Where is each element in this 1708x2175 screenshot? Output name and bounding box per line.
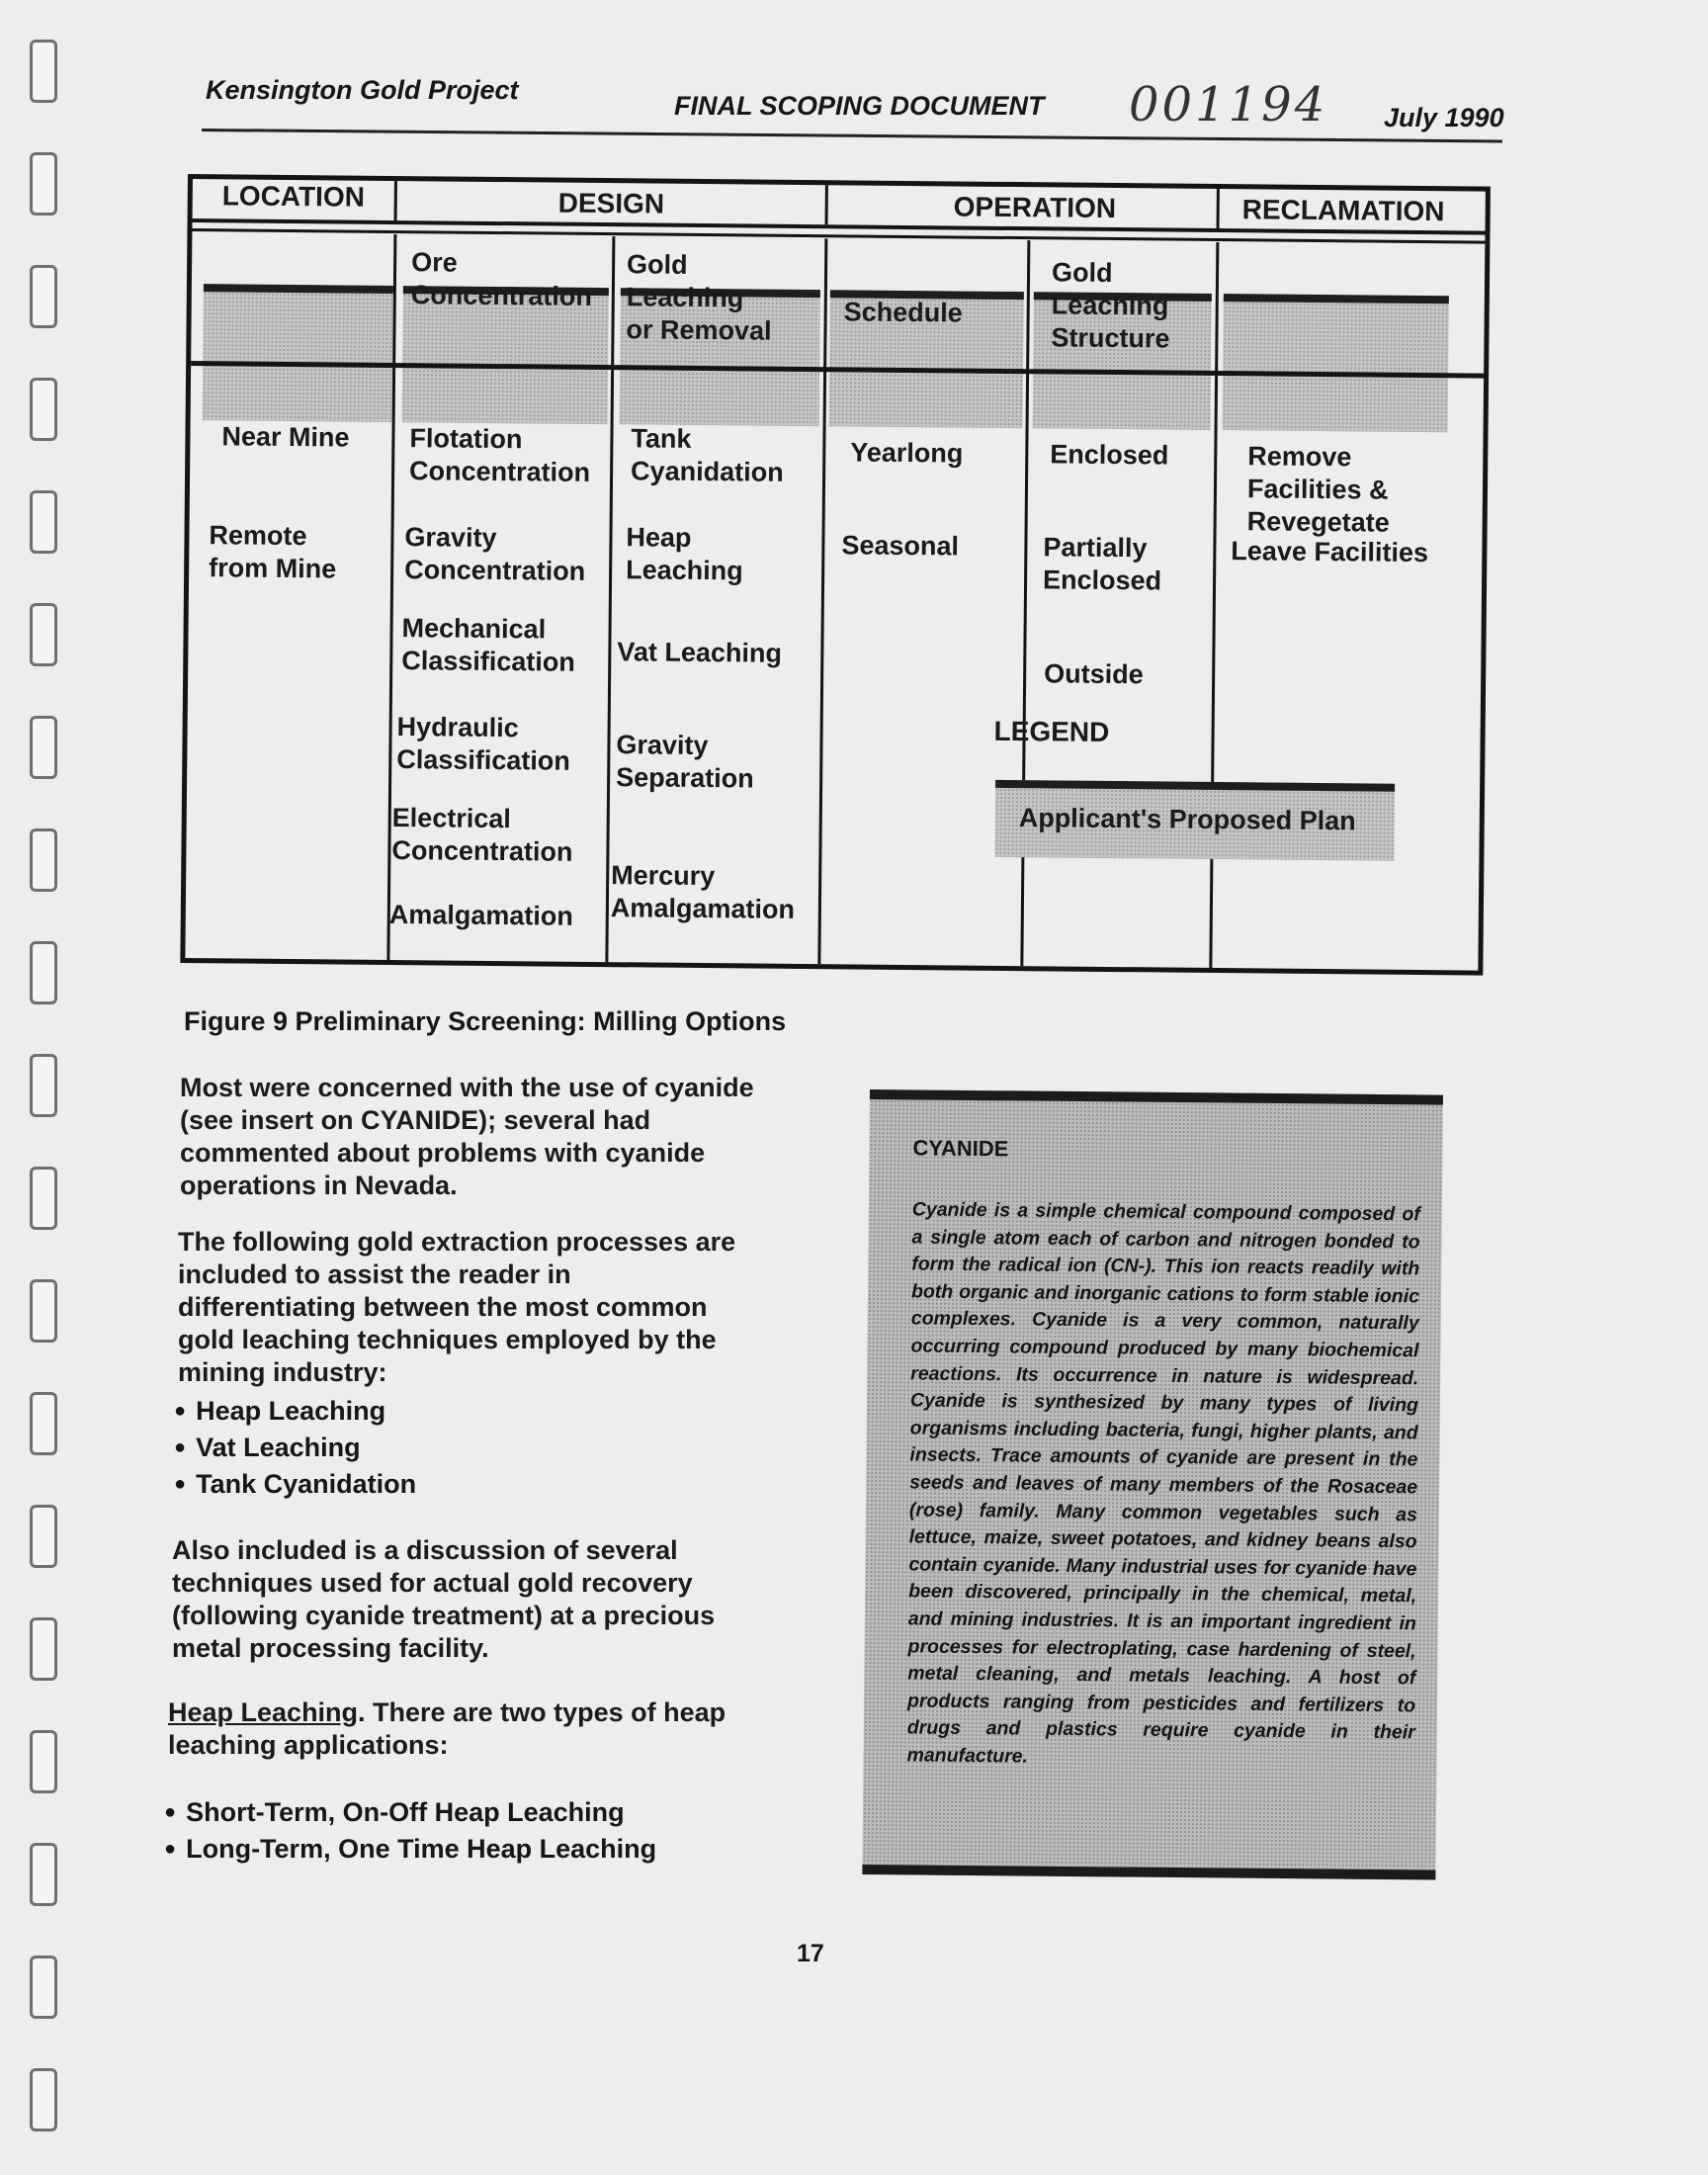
binder-hole <box>30 40 57 103</box>
binder-hole <box>30 603 57 666</box>
leaching-option: Heap Leaching <box>626 522 743 586</box>
subheader-gold-leaching: Gold Leaching or Removal <box>626 249 772 346</box>
leaching-option: Vat Leaching <box>617 637 783 668</box>
list-item: ● Long-Term, One Time Heap Leaching <box>164 1832 656 1869</box>
binder-hole <box>30 378 57 441</box>
reclamation-option: Leave Facilities <box>1231 536 1429 568</box>
subheader-ore-concentration: Ore Concentration <box>410 247 592 311</box>
list-item: ● Heap Leaching <box>174 1394 416 1431</box>
ore-option: Mechanical Classification <box>401 613 575 677</box>
binder-hole <box>30 1167 57 1230</box>
binder-hole <box>30 1279 57 1343</box>
binder-hole <box>30 716 57 779</box>
binder-hole <box>30 2068 57 2132</box>
binder-holes <box>30 40 69 2135</box>
milling-options-figure <box>180 174 1491 976</box>
binder-hole <box>30 1054 57 1117</box>
document-date: July 1990 <box>1384 103 1504 132</box>
binder-hole <box>30 1730 57 1793</box>
heap-leaching-list <box>164 1795 656 1869</box>
binder-hole <box>30 490 57 554</box>
column-divider <box>394 181 397 220</box>
column-header-operation: OPERATION <box>953 191 1117 224</box>
structure-option: Partially Enclosed <box>1042 532 1162 596</box>
binder-hole <box>30 1956 57 2019</box>
process-list <box>174 1394 416 1504</box>
structure-option: Enclosed <box>1050 439 1169 471</box>
column-header-design: DESIGN <box>557 187 665 219</box>
leaching-option: Tank Cyanidation <box>630 423 784 487</box>
binder-hole <box>30 1392 57 1455</box>
document-title: FINAL SCOPING DOCUMENT <box>674 91 1045 121</box>
heap-leaching-heading: Heap Leaching <box>168 1697 359 1727</box>
proposed-plan-shade <box>1223 294 1449 432</box>
ore-option: Amalgamation <box>388 899 574 931</box>
heap-leaching-text: . There are two types of heap leaching applications: <box>168 1697 726 1760</box>
paragraph: Most were concerned with the use of cyanide (see insert on CYANIDE); several had commented about problems with cyanide operations in Nevada. <box>180 1073 754 1200</box>
leaching-option: Gravity Separation <box>616 730 754 794</box>
project-title: Kensington Gold Project <box>206 75 519 105</box>
reclamation-option: Remove Facilities & Revegetate <box>1246 441 1390 538</box>
ore-option: Electrical Concentration <box>391 803 573 867</box>
binder-hole <box>30 1617 57 1681</box>
list-item: ● Vat Leaching <box>174 1431 416 1467</box>
binder-hole <box>30 265 57 328</box>
binder-hole <box>30 941 57 1004</box>
figure-caption: Figure 9 Preliminary Screening: Milling Options <box>184 1006 787 1036</box>
binder-hole <box>30 152 57 216</box>
location-option: Remote from Mine <box>209 520 337 584</box>
subheader-leaching-structure: Gold Leaching Structure <box>1051 257 1170 354</box>
schedule-option: Seasonal <box>841 530 960 562</box>
paragraph: The following gold extraction processes are included to assist the reader in differentiating between the most common gold leaching techniques employed by the mining industry: <box>178 1227 736 1387</box>
insert-text: Cyanide is a simple chemical compound composed of a single atom each of carbon and nitrogen bonded to form the radical ion (CN-). This ion reacts readily with both organic and inorganic cations to form stable ionic complexes. Cyanide is a very common, naturally occurring compound produced by many biochemical reactions. Its occurrence in nature is widespread. Cyanide is synthesized by many types of living organisms including bacteria, fungi, higher plants, and insects. Trace amounts of cyanide are present in the seeds and leaves of many members of the Rosaceae (rose) family. Many common vegetables such as lettuce, maize, sweet potatoes, and kidney beans also contain cyanide. Many industrial uses for cyanide have been discovered, principally in the chemical, metal, and mining industries. It is an important ingredient in processes for electroplating, case hardening of steel, metal cleaning, and metals leaching. A host of products ranging from pesticides and fertilizers to drugs and plastics require cyanide in their manufacture. <box>906 1198 1420 1768</box>
column-header-reclamation: RECLAMATION <box>1241 194 1445 227</box>
ore-option: Gravity Concentration <box>404 522 586 586</box>
subheader-schedule: Schedule <box>843 297 963 328</box>
cyanide-insert-box <box>862 1089 1443 1880</box>
page-number: 17 <box>797 1940 824 1967</box>
binder-hole <box>30 1843 57 1906</box>
paragraph: Also included is a discussion of several techniques used for actual gold recovery (following cyanide treatment) at a precious metal processing facility. <box>172 1535 716 1663</box>
leaching-option: Mercury Amalgamation <box>610 860 796 924</box>
heap-leaching-paragraph <box>168 1696 761 1762</box>
ore-option: Flotation Concentration <box>408 423 591 487</box>
list-item: ● Short-Term, On-Off Heap Leaching <box>164 1795 656 1832</box>
handwritten-document-code: 001194 <box>1129 77 1328 132</box>
binder-hole <box>30 1505 57 1568</box>
legend-title: LEGEND <box>993 715 1110 747</box>
column-divider <box>1217 189 1220 228</box>
location-option: Near Mine <box>221 421 350 453</box>
column-header-location: LOCATION <box>221 180 366 213</box>
proposed-plan-shade <box>203 284 393 422</box>
column-divider <box>825 185 828 224</box>
list-item: ● Tank Cyanidation <box>174 1467 416 1504</box>
insert-title: CYANIDE <box>912 1135 1009 1162</box>
legend-label: Applicant's Proposed Plan <box>1018 803 1356 836</box>
ore-option: Hydraulic Classification <box>396 712 571 776</box>
schedule-option: Yearlong <box>850 437 964 469</box>
structure-option: Outside <box>1044 658 1144 690</box>
binder-hole <box>30 828 57 892</box>
